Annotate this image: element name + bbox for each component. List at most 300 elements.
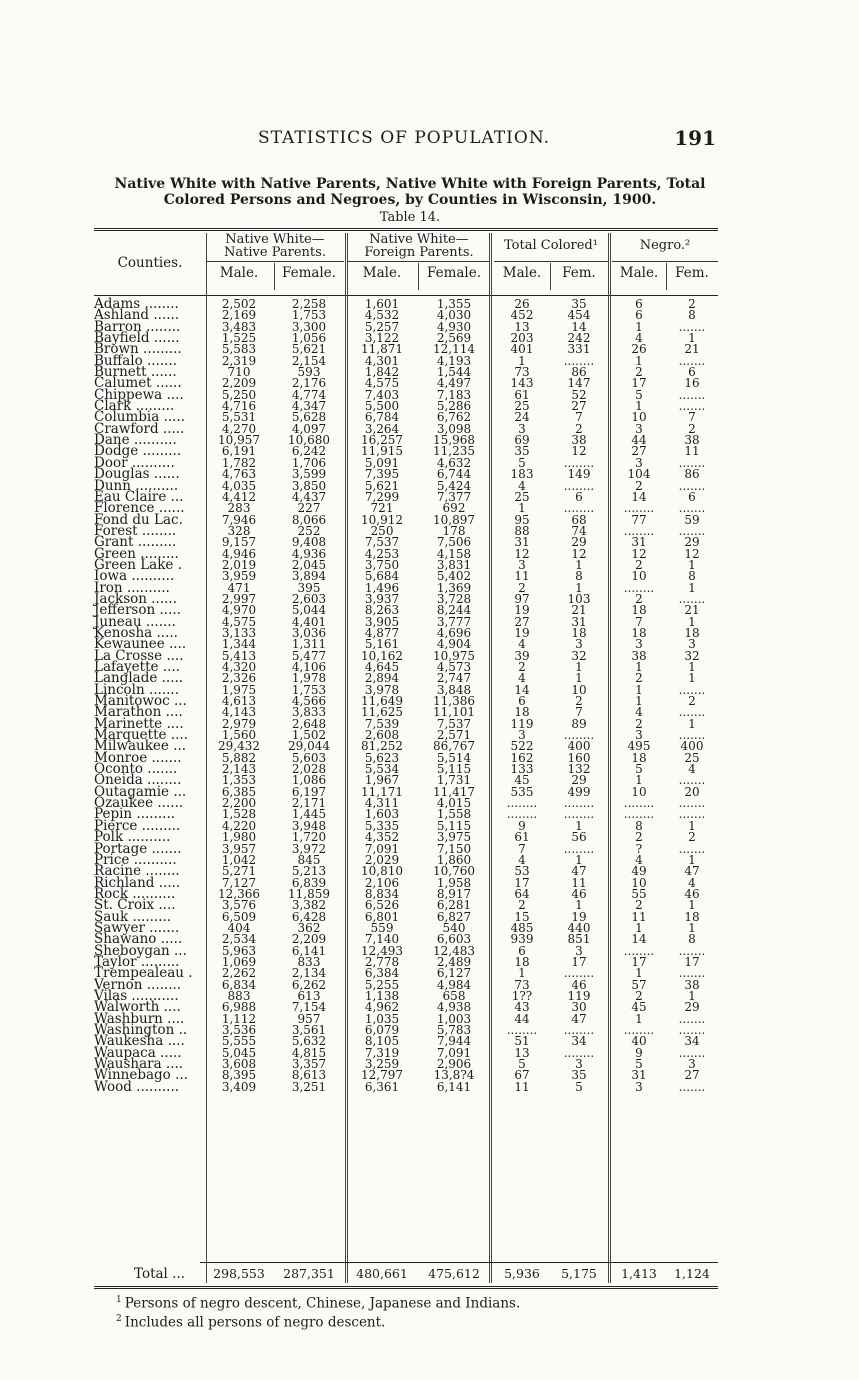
county-name: Ashland ...... xyxy=(94,307,180,324)
table-cell: ........ xyxy=(563,501,595,516)
table-cell: 5,621 xyxy=(291,342,327,357)
table-cell: 2,200 xyxy=(221,796,257,811)
table-row xyxy=(94,738,718,755)
table-cell: 6,384 xyxy=(364,966,400,981)
table-cell: 3,608 xyxy=(221,1057,257,1072)
table-cell: 401 xyxy=(510,342,534,357)
table-cell: 6,988 xyxy=(221,1000,257,1015)
table-cell: 5,250 xyxy=(221,387,257,402)
table-cell: ....... xyxy=(678,1079,706,1094)
table-row xyxy=(94,534,718,551)
table-cell: 2,778 xyxy=(364,954,400,969)
table-cell: 46 xyxy=(571,977,587,992)
table-cell: 4,253 xyxy=(364,546,400,561)
table-row xyxy=(94,590,718,607)
total-cell: 480,661 xyxy=(356,1266,408,1281)
table-cell: 6,191 xyxy=(221,444,257,459)
table-row xyxy=(94,976,718,993)
county-name: Kenosha ..... xyxy=(94,624,178,641)
county-name: Ozaukee ...... xyxy=(94,795,184,812)
table-cell: 499 xyxy=(567,784,591,799)
table-cell: 1 xyxy=(635,694,643,709)
table-cell: 183 xyxy=(510,467,534,482)
table-cell: 5,477 xyxy=(291,648,327,663)
table-row xyxy=(94,942,718,959)
table-cell: 10,912 xyxy=(361,512,403,527)
table-cell: 8,066 xyxy=(291,512,327,527)
table-cell: 4,401 xyxy=(291,614,327,629)
table-cell: 34 xyxy=(684,1034,700,1049)
table-cell: 12,493 xyxy=(361,943,403,958)
table-cell: 2,319 xyxy=(221,353,257,368)
table-cell: 51 xyxy=(514,1034,530,1049)
table-cell: 12 xyxy=(571,444,587,459)
table-cell: 24 xyxy=(514,410,530,425)
table-cell: 2,571 xyxy=(436,728,472,743)
table-cell: 97 xyxy=(514,591,530,606)
table-cell: 143 xyxy=(510,376,534,391)
table-cell: 4,904 xyxy=(436,637,472,652)
table-cell: 4,220 xyxy=(221,818,257,833)
table-cell: 1 xyxy=(575,671,583,686)
table-row xyxy=(94,1022,718,1038)
table-cell: ........ xyxy=(623,943,655,958)
table-cell: 4,877 xyxy=(364,625,400,640)
table-cell: 1,958 xyxy=(436,875,472,890)
county-name: La Crosse .... xyxy=(94,647,184,664)
table-cell: 7,299 xyxy=(364,489,400,504)
county-name: Sheboygan ... xyxy=(94,942,187,959)
table-cell: 4,632 xyxy=(436,455,472,470)
table-cell: 3,833 xyxy=(291,705,327,720)
table-cell: 7 xyxy=(575,410,583,425)
table-cell: 7 xyxy=(635,614,643,629)
table-cell: 7,403 xyxy=(364,387,400,402)
header-native-male: Male. xyxy=(219,265,259,281)
table-cell: 4,497 xyxy=(436,376,472,391)
table-cell: 149 xyxy=(567,467,591,482)
table-cell: 1 xyxy=(575,660,583,674)
table-cell: 31 xyxy=(571,614,587,629)
table-cell: ....... xyxy=(678,841,706,856)
total-cell: 298,553 xyxy=(213,1266,265,1281)
table-cell: 4 xyxy=(518,478,526,493)
table-cell: 11,859 xyxy=(288,886,330,901)
table-cell: 5,213 xyxy=(291,864,327,879)
table-cell: 6,526 xyxy=(364,898,400,913)
county-name: Portage ....... xyxy=(94,840,182,857)
table-cell: ........ xyxy=(506,1023,538,1037)
table-cell: 12,797 xyxy=(361,1068,403,1083)
table-cell: ........ xyxy=(563,807,595,822)
table-cell: 485 xyxy=(510,920,534,935)
county-name: Pierce ......... xyxy=(94,817,181,834)
table-cell: 25 xyxy=(684,750,700,765)
table-cell: 4,311 xyxy=(364,796,400,811)
table-cell: 1,112 xyxy=(221,1011,257,1026)
table-cell: 68 xyxy=(571,512,587,527)
table-cell: 1,528 xyxy=(221,807,257,822)
table-cell: 1,525 xyxy=(221,331,257,346)
table-cell: 103 xyxy=(567,591,591,606)
table-cell: 1 xyxy=(688,898,696,913)
county-name: Monroe ....... xyxy=(94,749,182,766)
table-cell: 4 xyxy=(635,705,643,720)
table-cell: 6,385 xyxy=(221,784,257,799)
table-cell: 56 xyxy=(571,830,587,845)
table-cell: 4 xyxy=(518,637,526,652)
table-cell: 19 xyxy=(514,603,530,618)
table-cell: 3,937 xyxy=(364,591,400,606)
table-cell: 6 xyxy=(635,297,643,311)
table-cell: ........ xyxy=(623,523,655,538)
county-name: Dunn .......... xyxy=(94,477,179,494)
county-name: Fond du Lac. xyxy=(94,511,183,528)
table-cell: 2,169 xyxy=(221,308,257,323)
table-cell: 162 xyxy=(510,750,534,765)
table-cell: 10 xyxy=(631,569,647,584)
table-cell: 692 xyxy=(442,501,466,516)
table-cell: 2,262 xyxy=(221,966,257,981)
table-cell: 3,409 xyxy=(221,1079,257,1094)
table-cell: 250 xyxy=(370,523,394,538)
table-cell: 19 xyxy=(514,625,530,640)
table-cell: 3,957 xyxy=(221,841,257,856)
table-cell: ........ xyxy=(563,966,595,981)
table-cell: 1,842 xyxy=(364,365,400,380)
table-cell: 1,560 xyxy=(221,728,257,743)
table-cell: 29,044 xyxy=(288,739,330,754)
table-cell: ........ xyxy=(623,501,655,516)
table-cell: 1,042 xyxy=(221,852,257,867)
total-cell: 287,351 xyxy=(283,1266,335,1281)
table-cell: 30 xyxy=(571,1000,587,1015)
table-cell: ....... xyxy=(678,501,706,516)
county-name: Green ......... xyxy=(94,545,179,562)
table-cell: 1,753 xyxy=(291,308,327,323)
table-cell: 5 xyxy=(518,455,526,470)
county-name: Chippewa .... xyxy=(94,386,184,403)
table-cell: 454 xyxy=(567,308,591,323)
table-cell: ........ xyxy=(623,580,655,595)
table-cell: 1,445 xyxy=(291,807,327,822)
table-cell: 1,003 xyxy=(436,1011,472,1026)
table-cell: 61 xyxy=(514,830,530,845)
table-cell: 2 xyxy=(688,830,696,845)
table-cell: 18 xyxy=(571,625,587,640)
table-cell: 4,763 xyxy=(221,467,257,482)
table-cell: 395 xyxy=(297,580,321,595)
table-cell: 559 xyxy=(370,920,394,935)
table-cell: 4,193 xyxy=(436,353,472,368)
table-cell: ........ xyxy=(506,796,538,811)
table-cell: 203 xyxy=(510,331,534,346)
table-cell: ....... xyxy=(678,682,706,697)
table-cell: 12 xyxy=(684,546,700,561)
table-cell: ....... xyxy=(678,455,706,470)
table-cell: 12,483 xyxy=(433,943,475,958)
table-cell: 5,271 xyxy=(221,864,257,879)
table-cell: 13,8?4 xyxy=(433,1068,475,1083)
county-name: Marquette .... xyxy=(94,727,188,744)
table-cell: 1 xyxy=(688,331,696,346)
table-cell: 1 xyxy=(575,898,583,913)
table-cell: 2,603 xyxy=(291,591,327,606)
table-cell: 1 xyxy=(688,818,696,833)
table-cell: 3 xyxy=(688,637,696,652)
table-cell: 3 xyxy=(635,421,643,436)
table-cell: 13 xyxy=(514,1045,530,1060)
table-cell: 3,750 xyxy=(364,557,400,572)
table-cell: 6,762 xyxy=(436,410,472,425)
county-name: Burnett ...... xyxy=(94,364,177,381)
county-name: Milwaukee ... xyxy=(94,738,187,755)
table-cell: 2,906 xyxy=(436,1057,472,1072)
table-cell: 2 xyxy=(518,660,526,674)
header-native-female: Female. xyxy=(281,265,337,281)
county-name: Racine ........ xyxy=(94,863,180,880)
table-cell: 522 xyxy=(510,739,534,754)
table-cell: 2 xyxy=(635,591,643,606)
table-cell: 535 xyxy=(510,784,534,799)
table-cell: 5,534 xyxy=(364,762,400,777)
table-row xyxy=(94,987,718,1004)
table-cell: 3,850 xyxy=(291,478,327,493)
county-name: Eau Claire ... xyxy=(94,488,184,505)
table-cell: 6,079 xyxy=(364,1023,400,1037)
table-cell: 845 xyxy=(297,852,321,867)
table-cell: 1,860 xyxy=(436,852,472,867)
table-cell: 14 xyxy=(514,682,530,697)
table-cell: 2 xyxy=(635,478,643,493)
table-cell: 35 xyxy=(571,297,587,311)
table-cell: 1,980 xyxy=(221,830,257,845)
county-name: Grant ......... xyxy=(94,534,177,551)
table-cell: 9 xyxy=(635,1045,643,1060)
table-cell: 8,105 xyxy=(364,1034,400,1049)
table-cell: 6,428 xyxy=(291,909,327,924)
table-cell: ....... xyxy=(678,319,706,334)
total-cell: 1,413 xyxy=(621,1266,657,1281)
table-cell: 3,975 xyxy=(436,830,472,845)
table-title-line-1: Native White with Native Parents, Native White with Foreign Parents, Total xyxy=(114,176,706,192)
total-cell: 1,124 xyxy=(674,1266,710,1281)
table-cell: ........ xyxy=(563,353,595,368)
table-cell: ........ xyxy=(563,1023,595,1037)
table-cell: 14 xyxy=(631,489,647,504)
table-cell: 9,157 xyxy=(221,535,257,550)
table-cell: 39 xyxy=(514,648,530,663)
table-cell: 1 xyxy=(635,319,643,334)
table-cell: 29,432 xyxy=(218,739,260,754)
table-row xyxy=(94,386,718,403)
table-cell: 3,259 xyxy=(364,1057,400,1072)
table-cell: 1,975 xyxy=(221,682,257,697)
table-body xyxy=(94,296,718,1095)
table-cell: 160 xyxy=(567,750,591,765)
table-cell: 7 xyxy=(688,410,696,425)
table-cell: 6 xyxy=(575,489,583,504)
county-name: Douglas ...... xyxy=(94,466,180,483)
table-cell: ....... xyxy=(678,1045,706,1060)
table-cell: 3,251 xyxy=(291,1079,327,1094)
table-cell: 1 xyxy=(575,580,583,595)
table-cell: 1,138 xyxy=(364,988,400,1003)
table-cell: 400 xyxy=(567,739,591,754)
table-row xyxy=(94,863,718,880)
table-cell: 11 xyxy=(571,875,587,890)
table-cell: 1,353 xyxy=(221,773,257,788)
footnote-text: Persons of negro descent, Chinese, Japanese and Indians. xyxy=(124,1295,521,1312)
county-name: Barron ........ xyxy=(94,318,181,335)
table-row xyxy=(94,761,718,778)
table-cell: 1,344 xyxy=(221,637,257,652)
table-cell: 4,774 xyxy=(291,387,327,402)
total-cell: 5,936 xyxy=(504,1266,540,1281)
table-cell: 3,959 xyxy=(221,569,257,584)
table-cell: 7,539 xyxy=(364,716,400,731)
table-cell: 6,281 xyxy=(436,898,472,913)
county-name: Pepin ......... xyxy=(94,806,176,823)
county-name: Dodge ......... xyxy=(94,443,182,460)
table-cell: 3,894 xyxy=(291,569,327,584)
table-cell: 8,834 xyxy=(364,886,400,901)
table-cell: ........ xyxy=(563,728,595,743)
table-cell: 6,839 xyxy=(291,875,327,890)
table-cell: 721 xyxy=(370,501,394,516)
table-row xyxy=(94,296,718,312)
table-cell: 10,162 xyxy=(361,648,403,663)
table-cell: 3,576 xyxy=(221,898,257,913)
table-cell: 18 xyxy=(631,750,647,765)
table-cell: 5,045 xyxy=(221,1045,257,1060)
county-name: Florence ...... xyxy=(94,500,185,517)
table-header xyxy=(94,233,718,295)
table-cell: 2 xyxy=(635,830,643,845)
column-divider xyxy=(666,263,667,290)
table-cell: 3,831 xyxy=(436,557,472,572)
county-name: Marathon .... xyxy=(94,704,183,721)
table-cell: 31 xyxy=(631,535,647,550)
table-cell: 29 xyxy=(571,773,587,788)
table-cell: 18 xyxy=(514,954,530,969)
table-cell: 5,514 xyxy=(436,750,472,765)
table-cell: 10,680 xyxy=(288,433,330,448)
table-cell: 2 xyxy=(688,694,696,709)
table-cell: 53 xyxy=(514,864,530,879)
table-cell: 18 xyxy=(514,705,530,720)
table-cell: ........ xyxy=(506,807,538,822)
table-cell: 1 xyxy=(518,966,526,981)
table-cell: 4,613 xyxy=(221,694,257,709)
table-cell: 404 xyxy=(227,920,251,935)
county-name: Kewaunee .... xyxy=(94,636,187,653)
table-cell: 86,767 xyxy=(433,739,475,754)
table-row xyxy=(94,341,718,358)
table-cell: 25 xyxy=(514,489,530,504)
table-cell: 26 xyxy=(514,297,530,311)
table-cell: 73 xyxy=(514,977,530,992)
table-cell: 471 xyxy=(227,580,251,595)
table-cell: 710 xyxy=(227,365,251,380)
table-cell: 11 xyxy=(684,444,700,459)
county-name: Iron .......... xyxy=(94,579,170,596)
table-cell: 32 xyxy=(571,648,587,663)
county-name: Wood .......... xyxy=(94,1078,180,1095)
table-cell: 8,917 xyxy=(436,886,472,901)
table-row xyxy=(94,897,718,914)
table-cell: 2,134 xyxy=(291,966,327,981)
table-cell: 5 xyxy=(575,1079,583,1094)
county-name: Sauk ......... xyxy=(94,908,172,925)
table-cell: 20 xyxy=(684,784,700,799)
table-cell: 17 xyxy=(631,954,647,969)
header-negro-fem: Fem. xyxy=(675,265,709,281)
table-cell: 4,575 xyxy=(221,614,257,629)
table-cell: 13 xyxy=(514,319,530,334)
table-cell: ........ xyxy=(623,796,655,811)
county-name: Iowa .......... xyxy=(94,568,175,585)
table-cell: 44 xyxy=(631,433,647,448)
table-cell: 5 xyxy=(518,1057,526,1072)
table-cell: 3 xyxy=(518,728,526,743)
table-cell: 11,871 xyxy=(361,342,403,357)
table-cell: 2,894 xyxy=(364,671,400,686)
table-cell: 47 xyxy=(684,864,700,879)
table-cell: 11,386 xyxy=(433,694,475,709)
table-cell: 400 xyxy=(680,739,704,754)
table-cell: 1 xyxy=(635,682,643,697)
table-cell: 593 xyxy=(297,365,321,380)
table-cell: 440 xyxy=(567,920,591,935)
table-row xyxy=(94,352,718,369)
table-cell: 2 xyxy=(635,898,643,913)
table-cell: 7,946 xyxy=(221,512,257,527)
table-cell: 10,760 xyxy=(433,864,475,879)
table-cell: ....... xyxy=(678,773,706,788)
table-cell: 6,834 xyxy=(221,977,257,992)
table-cell: 4,437 xyxy=(291,489,327,504)
table-cell: 17 xyxy=(684,954,700,969)
table-cell: 44 xyxy=(514,1011,530,1026)
table-cell: 8,244 xyxy=(436,603,472,618)
table-cell: 10,975 xyxy=(433,648,475,663)
table-cell: 3,122 xyxy=(364,331,400,346)
table-cell: 6,801 xyxy=(364,909,400,924)
table-cell: 29 xyxy=(684,1000,700,1015)
table-cell: 6 xyxy=(688,365,696,380)
table-cell: 11,915 xyxy=(361,444,403,459)
table-cell: 4,970 xyxy=(221,603,257,618)
table-row xyxy=(94,647,718,664)
table-cell: 38 xyxy=(684,433,700,448)
table-cell: 939 xyxy=(510,932,534,947)
table-cell: ........ xyxy=(563,455,595,470)
table-cell: 21 xyxy=(684,603,700,618)
table-cell: 5,603 xyxy=(291,750,327,765)
table-cell: 1,496 xyxy=(364,580,400,595)
table-cell: ....... xyxy=(678,1011,706,1026)
header-colored-male: Male. xyxy=(502,265,542,281)
table-cell: 1,978 xyxy=(291,671,327,686)
county-name: Price .......... xyxy=(94,851,177,868)
table-cell: 5 xyxy=(635,1057,643,1072)
table-cell: 4,566 xyxy=(291,694,327,709)
table-cell: 6 xyxy=(518,943,526,958)
table-row xyxy=(94,556,718,573)
table-cell: 4,716 xyxy=(221,399,257,414)
table-cell: 2 xyxy=(635,557,643,572)
